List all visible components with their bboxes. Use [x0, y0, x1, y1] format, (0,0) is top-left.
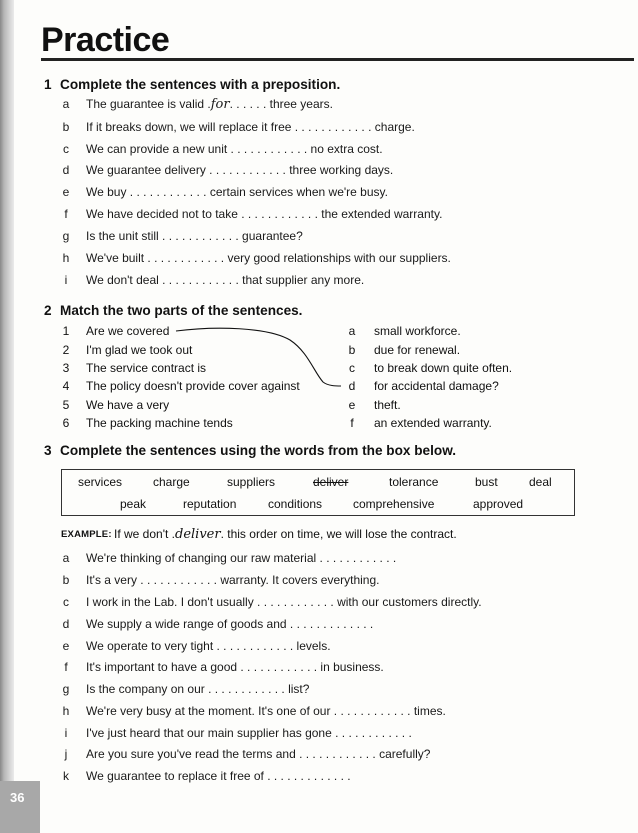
ex1-number: 1 [44, 77, 52, 92]
ex1-item-text: We buy . . . . . . . . . . . . certain services when we're busy. [86, 185, 388, 199]
ex2-right-text: to break down quite often. [374, 361, 513, 375]
ex3-item-letter: e [62, 639, 70, 653]
ex2-instruction: Match the two parts of the sentences. [60, 303, 303, 318]
ex2-right-letter: e [348, 398, 356, 412]
ex1-item-letter: h [62, 251, 70, 265]
ex1-item-letter: f [64, 207, 68, 221]
ex2-right-letter: f [350, 416, 354, 430]
word-box-item: comprehensive [353, 497, 435, 511]
page-number: 36 [10, 790, 25, 805]
word-box-item: reputation [183, 497, 237, 511]
ex2-left-number: 2 [62, 343, 70, 357]
ex1-item-text: We've built . . . . . . . . . . . . very good relationships with our suppliers. [86, 251, 451, 265]
ex3-item-letter: d [62, 617, 70, 631]
example-sentence [114, 527, 457, 542]
ex2-right-text: for accidental damage? [374, 379, 499, 393]
ex3-item-text: We're thinking of changing our raw material . . . . . . . . . . . . [86, 551, 397, 565]
ex2-left-number: 1 [62, 324, 70, 338]
word-box-item: bust [475, 475, 498, 489]
ex1-item-letter: g [62, 229, 70, 243]
ex2-left-number: 4 [62, 379, 70, 393]
ex2-right-letter: c [349, 361, 355, 375]
word-box-item: suppliers [227, 475, 276, 489]
ex2-number: 2 [44, 303, 52, 318]
ex3-item-letter: g [62, 682, 70, 696]
word-box-item: deal [529, 475, 552, 489]
handwritten-answer[interactable]: for [210, 97, 230, 112]
ex2-left-text: The service contract is [86, 361, 207, 375]
ex1-instruction: Complete the sentences with a preposition. [60, 77, 341, 92]
ex2-right-text: theft. [374, 398, 401, 412]
ex1-item-letter: i [64, 273, 68, 287]
word-box [61, 469, 575, 516]
ex3-item-text: I work in the Lab. I don't usually . . . . . . . . . . . . with our customers directly. [86, 595, 482, 609]
ex3-item-letter: c [63, 595, 69, 609]
ex3-item-text: We're very busy at the moment. It's one of our . . . . . . . . . . . . times. [86, 704, 446, 718]
ex3-item-text: It's important to have a good . . . . . . . . . . . . in business. [86, 660, 384, 674]
ex2-right-letter: b [348, 343, 356, 357]
handwritten-example-answer: deliver [175, 527, 221, 542]
word-box-item: approved [473, 497, 524, 511]
word-box-item: peak [120, 497, 147, 511]
word-box-item: services [78, 475, 123, 489]
ex1-item-text-before: The guarantee is valid . [86, 97, 211, 111]
ex1-item-letter: a [62, 97, 70, 111]
ex3-item-text: I've just heard that our main supplier has gone . . . . . . . . . . . . [86, 726, 412, 740]
word-box-item: conditions [268, 497, 323, 511]
example-after: . this order on time, we will lose the contract. [220, 527, 457, 541]
ex2-left-number: 5 [62, 398, 70, 412]
ex2-left-text: I'm glad we took out [86, 343, 193, 357]
word-box-item: charge [153, 475, 190, 489]
ex2-left-text: The packing machine tends [86, 416, 233, 430]
ex2-right-letter: a [348, 324, 356, 338]
ex3-number: 3 [44, 443, 52, 458]
ex1-item-text-after: . . . . . . three years. [229, 97, 333, 111]
page-title: Practice [41, 21, 170, 59]
ex1-item-letter: c [63, 142, 69, 156]
ex1-item-text: We can provide a new unit . . . . . . . . . . . . no extra cost. [86, 142, 383, 156]
ex3-item-text: We operate to very tight . . . . . . . . . . . . levels. [86, 639, 331, 653]
word-box-item-crossed: deliver [313, 475, 349, 489]
ex2-left-text: The policy doesn't provide cover against [86, 379, 300, 393]
ex2-right-letter: d [348, 379, 356, 393]
example-label: EXAMPLE: [61, 529, 112, 540]
ex2-left-text: We have a very [86, 398, 170, 412]
ex2-left-text: Are we covered [86, 324, 170, 338]
ex2-right-text: due for renewal. [374, 343, 461, 357]
ex1-item-letter: b [62, 120, 70, 134]
ex2-left-number: 6 [62, 416, 70, 430]
example-before: If we don't . [114, 527, 175, 541]
ex3-item-letter: h [62, 704, 70, 718]
ex1-item-text: We guarantee delivery . . . . . . . . . . . . three working days. [86, 163, 394, 177]
ex1-item-text: Is the unit still . . . . . . . . . . . . guarantee? [86, 229, 303, 243]
handdrawn-match-line [176, 328, 341, 386]
ex3-item-letter: k [63, 769, 69, 783]
ex2-left-number: 3 [62, 361, 70, 375]
ex2-right-text: an extended warranty. [374, 416, 492, 430]
ex3-item-letter: a [62, 551, 70, 565]
ex3-item-letter: i [64, 726, 68, 740]
ex3-item-text: We supply a wide range of goods and . . . . . . . . . . . . . [86, 617, 374, 631]
ex3-item-text: Is the company on our . . . . . . . . . . . . list? [86, 682, 310, 696]
ex3-instruction: Complete the sentences using the words from the box below. [60, 443, 457, 458]
ex1-item-text: We have decided not to take . . . . . . . . . . . . the extended warranty. [86, 207, 443, 221]
ex1-item-text: We don't deal . . . . . . . . . . . . that supplier any more. [86, 273, 365, 287]
ex3-item-text: It's a very . . . . . . . . . . . . warranty. It covers everything. [86, 573, 380, 587]
word-box-item: tolerance [389, 475, 439, 489]
ex3-item-letter: f [64, 660, 68, 674]
ex1-item-text: If it breaks down, we will replace it free . . . . . . . . . . . . charge. [86, 120, 415, 134]
ex3-item-text: Are you sure you've read the terms and . . . . . . . . . . . . carefully? [86, 747, 431, 761]
ex1-item-letter: d [62, 163, 70, 177]
ex3-item-text: We guarantee to replace it free of . . . . . . . . . . . . . [86, 769, 351, 783]
ex3-heading [44, 443, 456, 459]
ex3-item-letter: b [62, 573, 70, 587]
ex2-right-text: small workforce. [374, 324, 461, 338]
ex1-item-letter: e [62, 185, 70, 199]
ex3-item-letter: j [64, 747, 68, 761]
